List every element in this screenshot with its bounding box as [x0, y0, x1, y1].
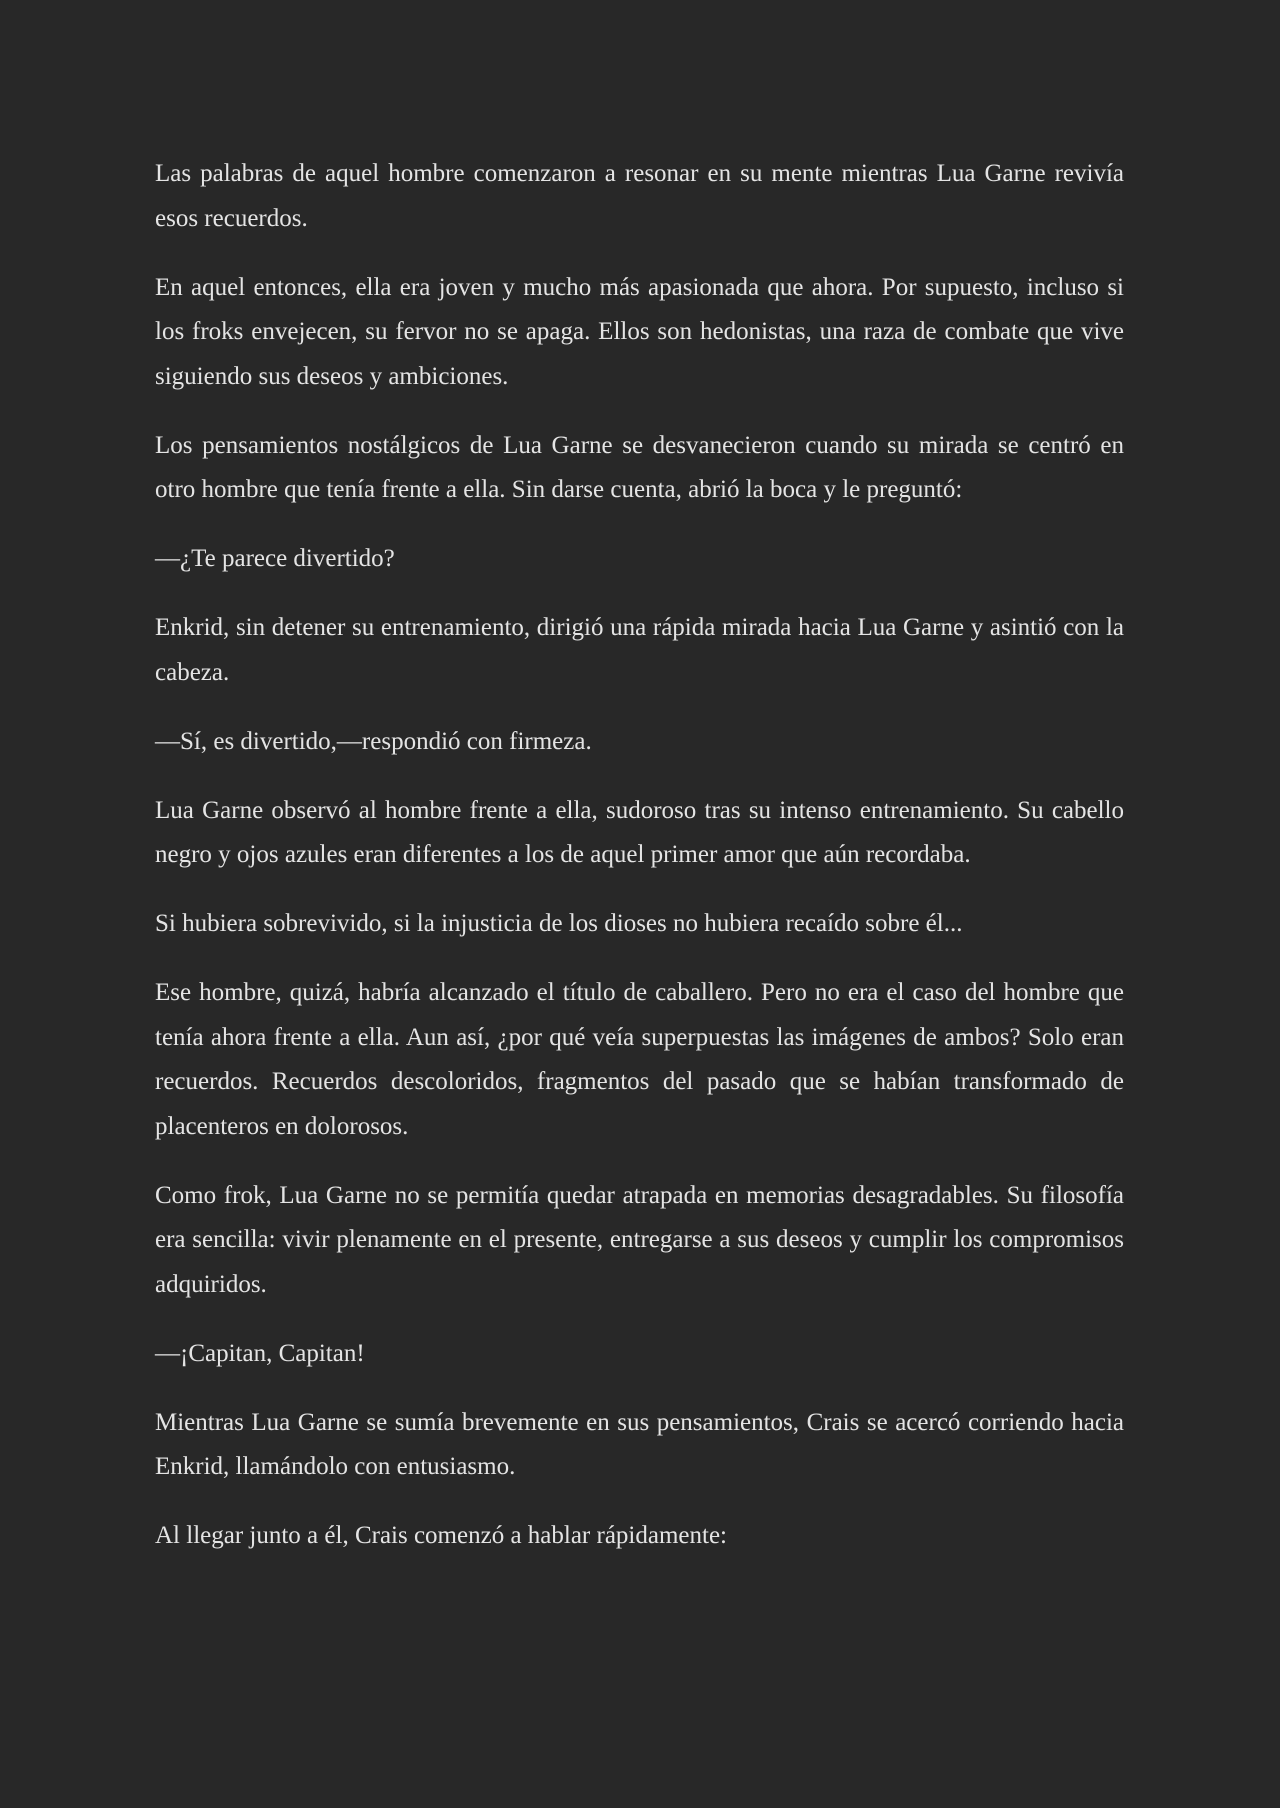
dialogue-line: —¡Capitan, Capitan! — [155, 1339, 365, 1367]
reading-pane — [155, 152, 1124, 1583]
paragraph: Ese hombre, quizá, habría alcanzado el título de caballero. Pero no era el caso del hombre que tenía ahora frente a ella. Aun así, ¿por qué veía superpuestas las imágenes de ambos? Solo eran recuerdos. Recuerdos descoloridos, fragmentos del pasado que se habían transformado de placenteros en dolorosos. — [155, 979, 1124, 1140]
paragraph: Los pensamientos nostálgicos de Lua Garne se desvanecieron cuando su mirada se centró en otro hombre que tenía frente a ella. Sin darse cuenta, abrió la boca y le preguntó: — [155, 431, 1124, 503]
paragraph: Las palabras de aquel hombre comenzaron a resonar en su mente mientras Lua Garne revivía esos recuerdos. — [155, 160, 1124, 232]
paragraph: Al llegar junto a él, Crais comenzó a hablar rápidamente: — [155, 1522, 727, 1549]
dialogue-line: —Sí, es divertido,—respondió con firmeza. — [155, 727, 592, 755]
paragraph: En aquel entonces, ella era joven y mucho más apasionada que ahora. Por supuesto, incluso si los froks envejecen, su fervor no se apaga. Ellos son hedonistas, una raza de combate que vive siguiendo sus deseos y ambiciones. — [155, 273, 1124, 390]
dialogue-line: —¿Te parece divertido? — [155, 545, 395, 572]
paragraph: Lua Garne observó al hombre frente a ella, sudoroso tras su intenso entrenamiento. Su cabello negro y ojos azules eran diferentes a los de aquel primer amor que aún recordaba. — [155, 796, 1124, 868]
paragraph: Enkrid, sin detener su entrenamiento, dirigió una rápida mirada hacia Lua Garne y asintió con la cabeza. — [155, 614, 1124, 686]
paragraph: Si hubiera sobrevivido, si la injusticia de los dioses no hubiera recaído sobre él... — [155, 910, 963, 937]
paragraph: Mientras Lua Garne se sumía brevemente en sus pensamientos, Crais se acercó corriendo hacia Enkrid, llamándolo con entusiasmo. — [155, 1408, 1124, 1480]
paragraph: Como frok, Lua Garne no se permitía quedar atrapada en memorias desagradables. Su filosofía era sencilla: vivir plenamente en el presente, entregarse a sus deseos y cumplir los compromisos adquiridos. — [155, 1181, 1124, 1298]
